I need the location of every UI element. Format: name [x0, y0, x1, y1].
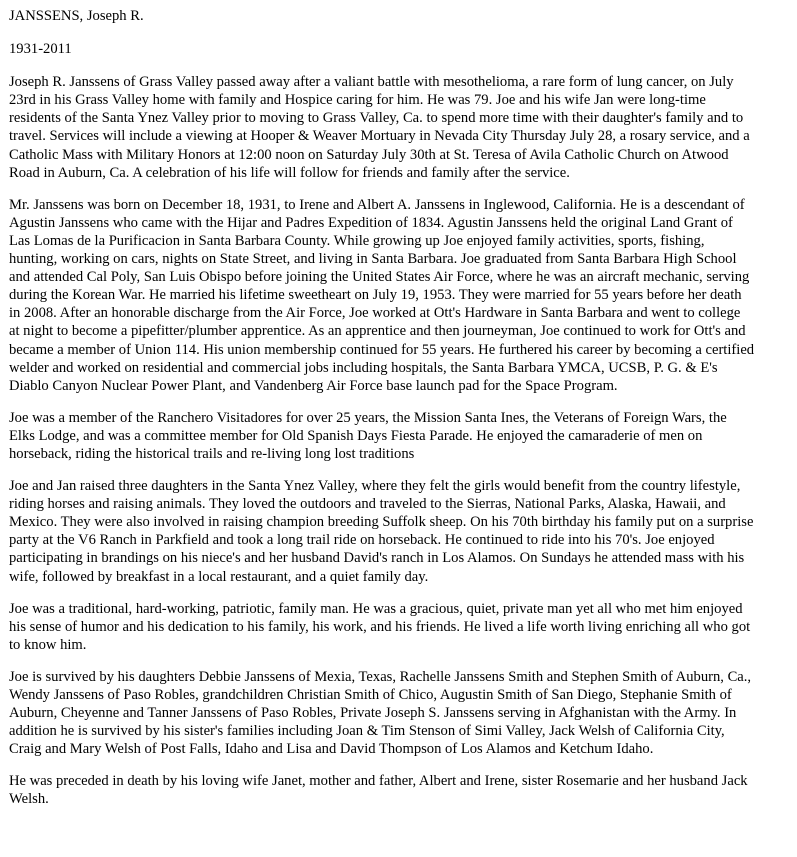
text-line: 23rd in his Grass Valley home with family and Hospice caring for him. He was 79. Joe and his wife Jan were long-time	[9, 92, 706, 109]
text-line: hunting, working on cars, nights on State Street, and living in Santa Barbara. Joe graduated from Santa Barbara High School	[9, 251, 737, 268]
text-line: residents of the Santa Ynez Valley prior to moving to Grass Valley, Ca. to spend more time with their daughter's family and to	[9, 110, 744, 127]
text-line: Mexico. They were also involved in raising champion breeding Suffolk sheep. On his 70th birthday his family put on a surprise	[9, 514, 754, 531]
text-line: travel. Services will include a viewing at Hooper & Weaver Mortuary in Nevada City Thursday July 28, a rosary service, and a	[9, 128, 750, 145]
obituary-name: JANSSENS, Joseph R.	[9, 8, 144, 24]
life-dates: 1931-2011	[9, 41, 72, 58]
text-line: Joe was a traditional, hard-working, patriotic, family man. He was a gracious, quiet, private man yet all who met him enjoyed	[9, 600, 743, 617]
text-line: party at the V6 Ranch in Parkfield and took a long trail ride on horseback. He continued to ride into his 70's. Joe enjoyed	[9, 532, 715, 549]
text-line: welder and worked on residential and commercial jobs including hospitals, the Santa Barbara YMCA, UCSB, P. G. & E's	[9, 359, 718, 376]
text-line: Auburn, Cheyenne and Tanner Janssens of Paso Robles, Private Joseph S. Janssens serving in Afghanistan with the Army. In	[9, 705, 737, 722]
text-line: Joseph R. Janssens of Grass Valley passed away after a valiant battle with mesothelioma, a rare form of lung cancer, on July	[9, 74, 734, 91]
text-line: riding horses and raising animals. They loved the outdoors and traveled to the Sierras, National Parks, Alaska, Hawaii, and	[9, 496, 726, 513]
paragraph-family-life	[9, 477, 787, 586]
text-line: during the Korean War. He married his lifetime sweetheart on July 19, 1953. They were married for 55 years before her death	[9, 287, 742, 304]
text-line: Elks Lodge, and was a committee member for Old Spanish Days Fiesta Parade. He enjoyed the camaraderie of men on	[9, 427, 703, 444]
text-line: to know him.	[9, 636, 87, 653]
paragraph-biography	[9, 196, 787, 395]
text-line: Joe and Jan raised three daughters in the Santa Ynez Valley, where they felt the girls would benefit from the country lifestyle,	[9, 478, 741, 495]
text-line: at night to become a pipefitter/plumber apprentice. As an apprentice and then journeyman, Joe continued to work for Ott's and	[9, 323, 746, 340]
text-line: became a member of Union 114. His union membership continued for 55 years. He furthered his career by becoming a certified	[9, 341, 755, 358]
text-line: Wendy Janssens of Paso Robles, grandchildren Christian Smith of Chico, Augustin Smith of San Diego, Stephanie Smith of	[9, 687, 732, 703]
text-line: participating in brandings on his niece's and her husband David's ranch in Los Alamos. On Sundays he attended mass with his	[9, 550, 745, 567]
paragraph-survivors	[9, 668, 787, 758]
text-line: and attended Cal Poly, San Luis Obispo before joining the United States Air Force, where he was an aircraft mechanic, serving	[9, 269, 750, 286]
text-line: horseback, riding the historical trails and re-living long lost traditions	[9, 445, 415, 462]
text-line: Mr. Janssens was born on December 18, 1931, to Irene and Albert A. Janssens in Inglewood, California. He is a descendant of	[9, 196, 745, 213]
text-line: Diablo Canyon Nuclear Power Plant, and Vandenberg Air Force base launch pad for the Space Program.	[9, 377, 618, 394]
text-line: Agustin Janssens who came with the Hijar and Padres Expedition of 1834. Agustin Janssens held the original Land Grant of	[9, 214, 733, 231]
text-line: Catholic Mass with Military Honors at 12:00 noon on Saturday July 30th at St. Teresa of Avila Catholic Church on Atwood	[9, 146, 729, 163]
text-line: Las Lomas de la Purificacion in Santa Barbara County. While growing up Joe enjoyed family activities, sports, fishing,	[9, 232, 705, 249]
paragraph-memberships	[9, 409, 787, 463]
text-line: Craig and Mary Welsh of Post Falls, Idaho and Lisa and David Thompson of Los Alamos and Ketchum Idaho.	[9, 741, 654, 758]
paragraph-death-notice	[9, 73, 787, 182]
paragraph-character	[9, 600, 787, 654]
paragraph-preceded-in-death	[9, 772, 787, 808]
text-line: his sense of humor and his dedication to his family, his work, and his friends. He lived a life worth living enriching all who got	[9, 618, 751, 635]
text-line: wife, followed by breakfast in a local restaurant, and a quiet family day.	[9, 568, 429, 585]
text-line: Joe is survived by his daughters Debbie Janssens of Mexia, Texas, Rachelle Janssens Smith and Stephen Smith of Auburn, Ca.,	[9, 668, 752, 685]
text-line: addition he is survived by his sister's families including Joan & Tim Stenson of Simi Valley, Jack Welsh of California City,	[9, 723, 725, 740]
text-line: He was preceded in death by his loving wife Janet, mother and father, Albert and Irene, sister Rosemarie and her husband Jack	[9, 773, 748, 790]
text-line: Welsh.	[9, 791, 49, 808]
text-line: in 2008. After an honorable discharge from the Air Force, Joe worked at Ott's Hardware in Santa Barbara and went to college	[9, 305, 741, 322]
text-line: Road in Auburn, Ca. A celebration of his life will follow for friends and family after the service.	[9, 164, 570, 181]
text-line: Joe was a member of the Ranchero Visitadores for over 25 years, the Mission Santa Ines, the Veterans of Foreign Wars, the	[9, 409, 727, 426]
